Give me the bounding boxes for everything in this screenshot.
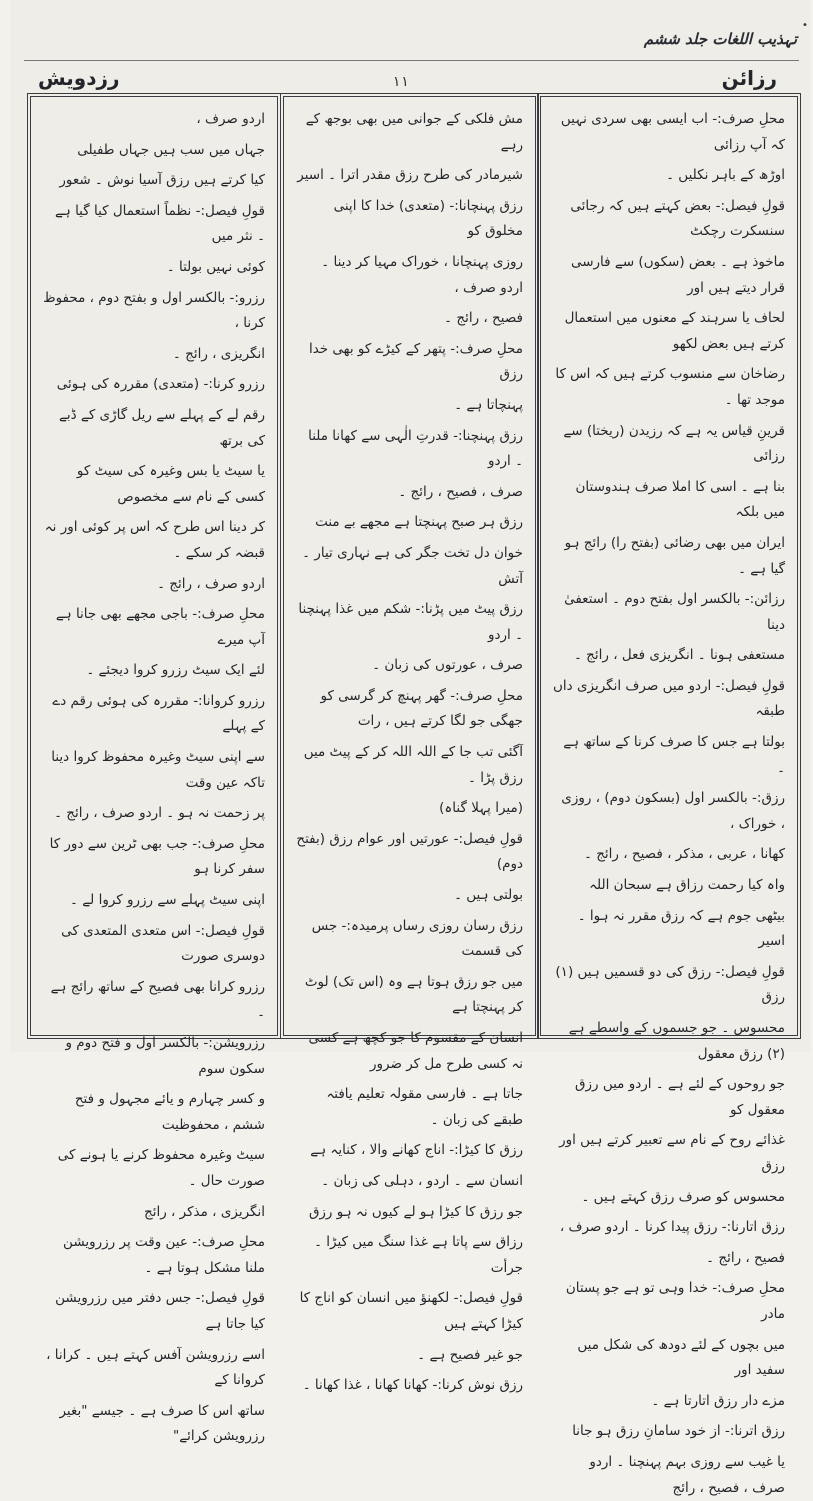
text-line: میں جو رزق ہوتا ہے وہ (اس تک) لوٹ کر پہنچتا ہے [304,973,523,1016]
text-line: رزرو کروانا:- مقررہ کی ہوئی رقم دے کے پہلے [52,692,265,735]
text-line: قرینِ قیاس یہ ہے کہ رزیدن (ریختا) سے رزائی [563,422,785,465]
text-line: جو رزق کا کیڑا ہو لے کیوں نہ ہو رزق [308,1203,523,1220]
text-line: انگریزی ، مذکر ، رائج [144,1203,265,1220]
text-line: رزاق سے پاتا ہے غذا سنگ میں کیڑا ۔ جرأت [314,1234,523,1276]
text-line: رزرو کرانا بھی فصیح کے ساتھ رائج ہے ۔ [50,978,265,1021]
text-line: رزرو کرنا:- (متعدی) مقررہ کی ہوئی [56,376,265,393]
text-line: جو غیر فصیح ہے ۔ [417,1346,523,1363]
text-line: رزائن:- بالکسر اول بفتح دوم ۔ استعفیٰ دینا [564,591,785,633]
text-line: قولِ فیصل:- نظماً استعمال کیا گیا ہے ۔ نثر میں [54,202,265,245]
text-line: رزرو:- بالکسر اول و بفتح دوم ، محفوظ کرنا ، [43,289,265,332]
running-head-left: رزدویش [38,66,120,90]
text-line: قولِ فیصل:- بعض کہتے ہیں کہ رجائی سنسکرت رچکٹ [570,197,785,240]
page-number: ١١ [392,74,409,90]
text-line: قولِ فیصل:- اردو میں صرف انگریزی داں طبقہ [552,677,785,720]
text-line: محسوس کو صرف رزق کہتے ہیں ۔ [581,1188,785,1205]
text-line: ماخوذ ہے ۔ بعض (سکوں) سے فارسی قرار دیتے ہیں اور [570,253,785,296]
text-line: فصیح ، رائج ۔ [706,1249,785,1266]
text-line: محلِ صرف:- عین وقت پر رزرویشن ملنا مشکل ہوتا ہے ۔ [63,1234,265,1276]
text-line: محلِ صرف:- پتھر کے کیڑے کو بھی خدا رزق [308,340,523,383]
text-line: لئے ایک سیٹ رزرو کروا دیجئے ۔ [86,662,265,679]
text-line: اوڑھ کے باہر نکلیں ۔ [666,167,785,184]
text-line: رزق نوش کرنا:- کھانا کھانا ، غذا کھانا ۔ [302,1377,523,1394]
text-line: صرف ، عورتوں کی زبان ۔ [372,657,523,674]
text-line: رزق پہنچانا:- (متعدی) خدا کا اپنی مخلوق کو [333,197,523,240]
text-line: رزق پیٹ میں پڑنا:- شکم میں غذا پہنچنا ۔ اردو [298,601,523,643]
text-line: شیرمادر کی طرح رزق مقدر اترا ۔ اسیر [297,167,523,184]
text-line: لحاف یا سرہند کے معنوں میں استعمال کرتے ہیں بعض لکھو [564,310,785,352]
text-line: مستعفی ہونا ۔ انگریزی فعل ، رائج ۔ [573,647,785,664]
text-line: محلِ صرف:- گھر پہنچ کر گرسی کو جھگی جو لگا کرتے ہیں ، رات [320,687,523,730]
text-line: یا غیب سے روزی بہم پہنچنا ۔ اردو صرف ، فصیح ، رائج [589,1453,785,1496]
text-line: بنا ہے ۔ اسی کا املا صرف ہندوستان میں بلکہ [575,478,785,521]
text-line: رزرویشن:- بالکسر اول و فتح دوم و سکون سوم [65,1035,265,1077]
text-line: محلِ صرف:- جب بھی ٹرین سے دور کا سفر کرنا ہو [49,835,265,878]
corner-mark: • [802,20,808,31]
text-line: اسے رزرویشن آفس کہتے ہیں ۔ کرانا ، کروانا کے [46,1346,265,1389]
text-line: ایران میں بھی رضائی (بفتح را) رائج ہو گیا ہے ۔ [564,534,785,577]
text-line: انسان کے مقسوم کا جو کچھ ہے کسی نہ کسی طرح مل کر ضرور [308,1030,523,1072]
text-line: محلِ صرف:- اب ایسی بھی سردی نہیں کہ آپ رزائی [560,111,785,153]
text-line: قولِ فیصل:- عورتیں اور عوام رزق (بفتح دوم) [296,830,523,873]
text-line: محلِ صرف:- خدا وہی تو ہے جو پستان مادر [565,1280,785,1322]
text-line: قولِ فیصل:- اس متعدی المتعدی کی دوسری صورت [61,922,265,965]
column-middle [283,96,536,1394]
column-right [540,96,798,1496]
text-line: رزق کا کیڑا:- اناج کھانے والا ، کنایہ ہے [310,1142,523,1159]
text-line: کر دینا اس طرح کہ اس پر کوئی اور نہ قبضہ کر سکے ۔ [44,519,265,561]
text-line: محسوس ۔ جو جسموں کے واسطے ہے (٢) رزق معقول [568,1020,785,1062]
text-line: روزی پہنچانا ، خوراک مہیا کر دینا ۔ اردو صرف ، [321,253,523,296]
text-line: و کسر چہارم و یائے مجہول و فتح ششم ، محفوظیت [74,1091,265,1133]
text-line: رزق رسان روزی رساں پرمیدہ:- جس کی قسمت [311,917,523,960]
text-line: واہ کیا رحمت رزاق ہے سبحان اللہ [589,877,785,894]
text-line: بیٹھی جوم ہے کہ رزق مقرر نہ ہوا ۔ اسیر [577,907,785,950]
text-line: رزق اترنا:- از خود سامانِ رزق ہو جانا [572,1423,785,1440]
text-line: فصیح ، رائج ۔ [444,310,523,327]
text-line: اپنی سیٹ پہلے سے رزرو کروا لے ۔ [70,892,265,909]
text-line: یا سیٹ یا بس وغیرہ کی سیٹ کو کسی کے نام سے مخصوص [76,463,265,505]
text-line: پر زحمت نہ ہو ۔ اردو صرف ، رائج ۔ [54,805,265,822]
text-line: آگئی تب جا کے اللہ اللہ کر کے پیٹ میں رزق پڑا ۔ [303,744,523,786]
text-line: قولِ فیصل:- رزق کی دو قسمیں ہیں (١) رزق [555,963,785,1006]
running-head-right: رزائن [721,66,777,90]
text-line: غذائے روح کے نام سے تعبیر کرتے ہیں اور رزق [559,1132,785,1174]
text-line: قولِ فیصل:- جس دفتر میں رزرویشن کیا جاتا ہے [55,1290,265,1332]
text-line: انگریزی ، رائج ۔ [172,345,265,362]
text-line: رزق ہر صبح پہنچتا ہے مجھے بے منت [315,514,523,531]
text-line: بولتی ہیں ۔ [454,887,523,904]
column-left [30,96,278,1445]
text-line: جہاں میں سب ہیں جہاں طفیلی [77,141,265,158]
text-line: مش فلکی کے جوانی میں بھی بوجھ کے رہے [305,111,523,153]
text-line: سے اپنی سیٹ وغیرہ محفوظ کروا دینا تاکہ عین وقت [51,749,265,791]
text-line: ساتھ اس کا صرف ہے ۔ جیسے "بغیر رزرویشن کرائے" [59,1402,265,1445]
text-line: محلِ صرف:- باجی مجھے بھی جانا ہے آپ میرے [55,606,265,648]
text-line: رزق اتارنا:- رزق پیدا کرنا ۔ اردو صرف ، [559,1219,785,1236]
text-line: کیا کرتے ہیں رزق آسیا نوش ۔ شعور [59,172,265,189]
text-line: خوان دل تخت جگر کی ہے نہاری تیار ۔ آتش [302,544,523,587]
text-line: پہنچاتا ہے ۔ [454,396,523,413]
text-line: صرف ، فصیح ، رائج ۔ [398,483,523,500]
text-line: میں بچوں کے لئے دودھ کی شکل میں سفید اور [577,1336,785,1379]
text-line: اردو صرف ، رائج ۔ [157,575,265,592]
text-line: کھانا ، عربی ، مذکر ، فصیح ، رائج ۔ [584,846,785,863]
book-title: تہذیب اللغات جلد ششم [643,30,797,48]
text-line: رزق:- بالکسر اول (بسکون دوم) ، روزی ، خوراک ، [561,790,785,832]
text-line: سیٹ وغیرہ محفوظ کرنے یا ہونے کی صورت حال ۔ [57,1147,265,1189]
text-line: جو روحوں کے لئے ہے ۔ اردو میں رزق معقول کو [575,1076,785,1118]
text-line: اردو صرف ، [196,111,265,127]
text-line: جاتا ہے ۔ فارسی مقولہ تعلیم یافتہ طبقے کی زبان ۔ [326,1086,523,1128]
text-line: رقم لے کے پہلے سے ریل گاڑی کے ڈبے کی برتھ [58,406,265,449]
text-line: رزق پہنچنا:- قدرتِ الٰہی سے کھانا ملنا ۔ اردو [308,427,523,470]
header-rule [24,60,799,61]
text-line: انسان سے ۔ اردو ، دہلی کی زبان ۔ [321,1172,523,1189]
text-line: کوئی نہیں بولتا ۔ [166,258,265,275]
text-line: مزے دار رزق اتارتا ہے ۔ [651,1392,785,1409]
text-line: قولِ فیصل:- لکھنؤ میں انسان کو اناج کا کیڑا کہتے ہیں [299,1290,523,1332]
text-line: رضاخان سے منسوب کرتے ہیں کہ اس کا موجد تھا ۔ [555,366,785,408]
text-line: (میرا پہلا گناہ) [439,800,523,817]
text-line: بولتا ہے جس کا صرف کرنا کے ساتھ ہے ۔ [563,734,785,776]
